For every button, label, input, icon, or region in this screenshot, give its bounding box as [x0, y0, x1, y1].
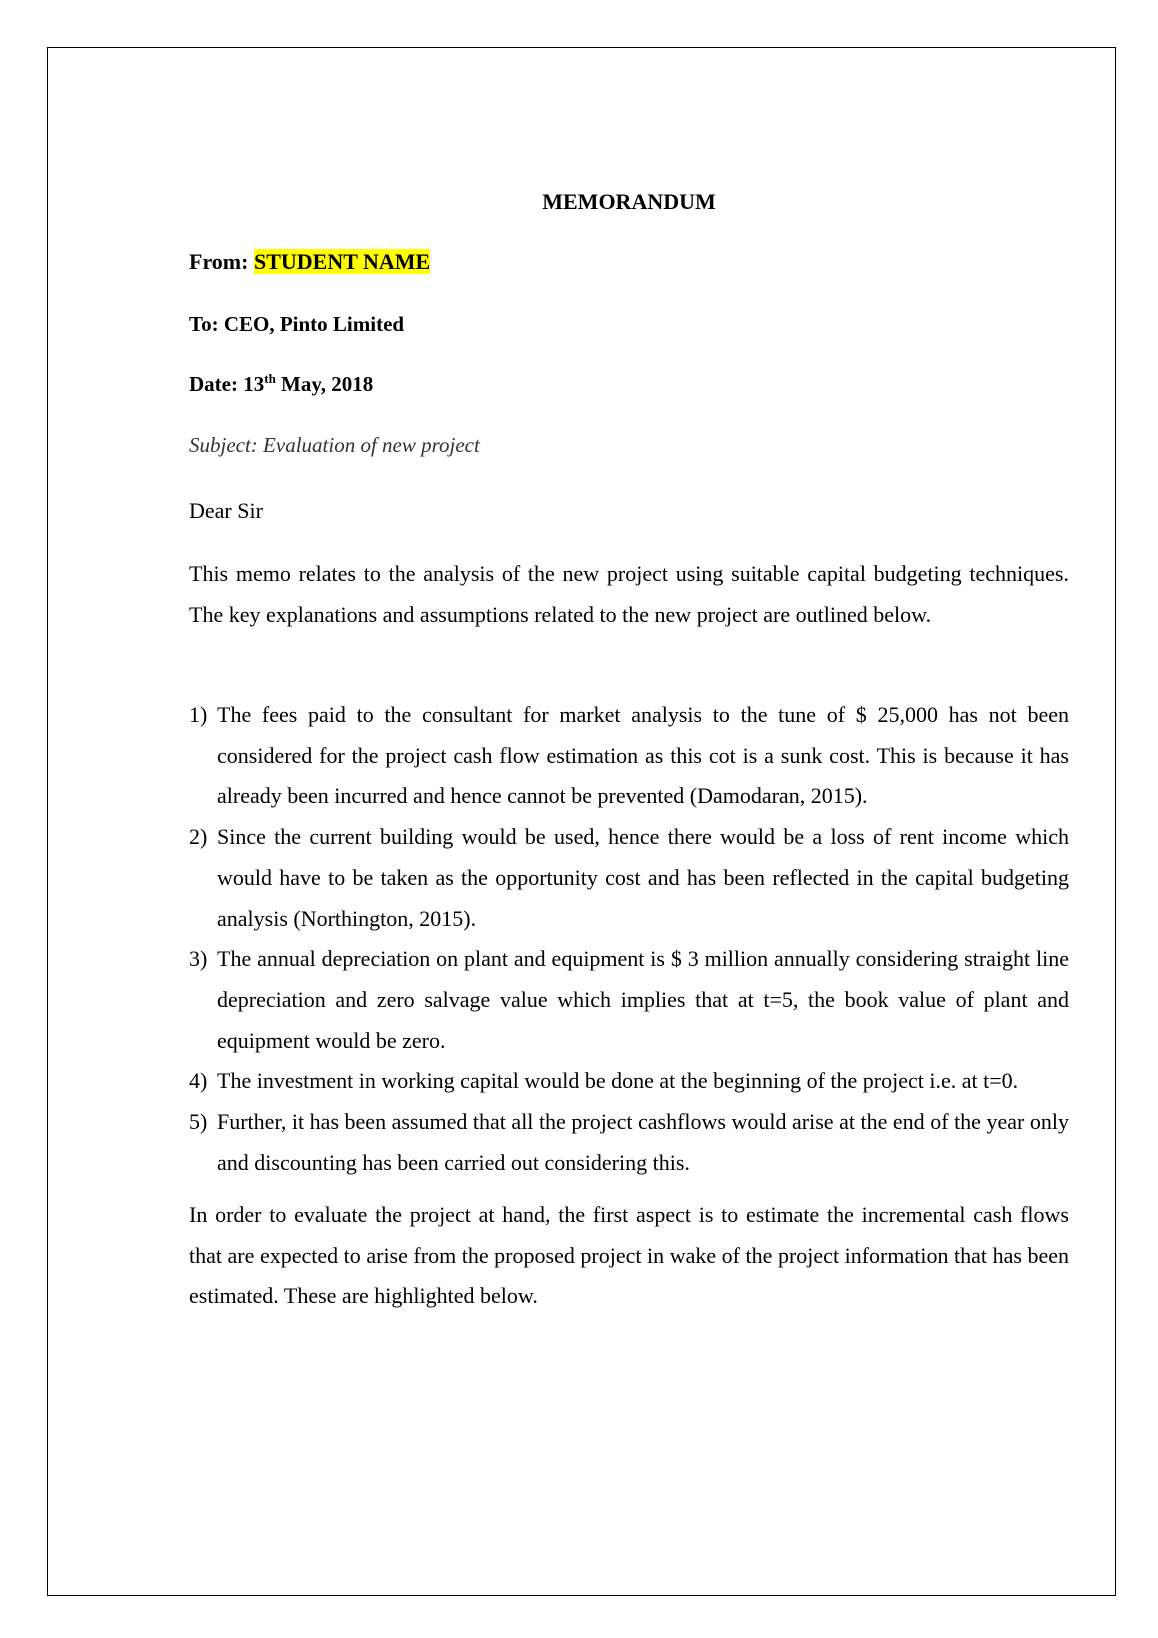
list-item: [189, 695, 1069, 817]
list-item-text: The investment in working capital would be done at the beginning of the project i.e. at t=0.: [217, 1068, 1019, 1094]
list-item: [189, 1102, 1069, 1183]
list-item-number: 1): [189, 702, 208, 727]
list-item-text: Since the current building would be used, hence there would be a loss of rent income which would have to be taken as the opportunity cost and has been reflected in the capital budgeting analysis (Northington, 2015).: [217, 824, 1069, 931]
memo-title: MEMORANDUM: [542, 189, 716, 214]
salutation: Dear Sir: [189, 498, 263, 523]
date-suffix: May, 2018: [275, 372, 374, 396]
to-line: To: CEO, Pinto Limited: [189, 312, 405, 336]
subject-line: Subject: Evaluation of new project: [189, 433, 480, 457]
date-line: [189, 371, 373, 397]
date-superscript: th: [264, 371, 276, 386]
date-prefix: Date: 13: [189, 372, 265, 396]
list-item: [189, 817, 1069, 939]
intro-paragraph: This memo relates to the analysis of the new project using suitable capital budgeting techniques. The key explanations and assumptions related to the new project are outlined below.: [189, 561, 1069, 627]
list-item-text: Further, it has been assumed that all the project cashflows would arise at the end of the year only and discounting has been carried out considering this.: [217, 1109, 1069, 1175]
list-item-number: 5): [189, 1109, 208, 1135]
list-item-text: The annual depreciation on plant and equipment is $ 3 million annually considering straight line depreciation and zero salvage value which implies that at t=5, the book value of plant and equipment would be zero.: [217, 946, 1069, 1053]
list-item-number: 4): [189, 1068, 208, 1094]
list-item: [189, 1061, 1069, 1102]
from-label: From:: [189, 249, 249, 274]
closing-paragraph: In order to evaluate the project at hand, the first aspect is to estimate the incremental cash flows that are expected to arise from the proposed project in wake of the project information that has been estimated. These are highlighted below.: [189, 1202, 1069, 1309]
from-value: STUDENT NAME: [253, 249, 431, 274]
page-frame: [47, 47, 1116, 1596]
from-line: [189, 249, 430, 275]
list-item-number: 3): [189, 946, 208, 972]
list-item: [189, 939, 1069, 1061]
assumptions-list: [189, 695, 1069, 1183]
list-item-text: The fees paid to the consultant for market analysis to the tune of $ 25,000 has not been considered for the project cash flow estimation as this cot is a sunk cost. This is because it has already been incurred and hence cannot be prevented (Damodaran, 2015).: [217, 702, 1069, 809]
list-item-number: 2): [189, 824, 208, 850]
